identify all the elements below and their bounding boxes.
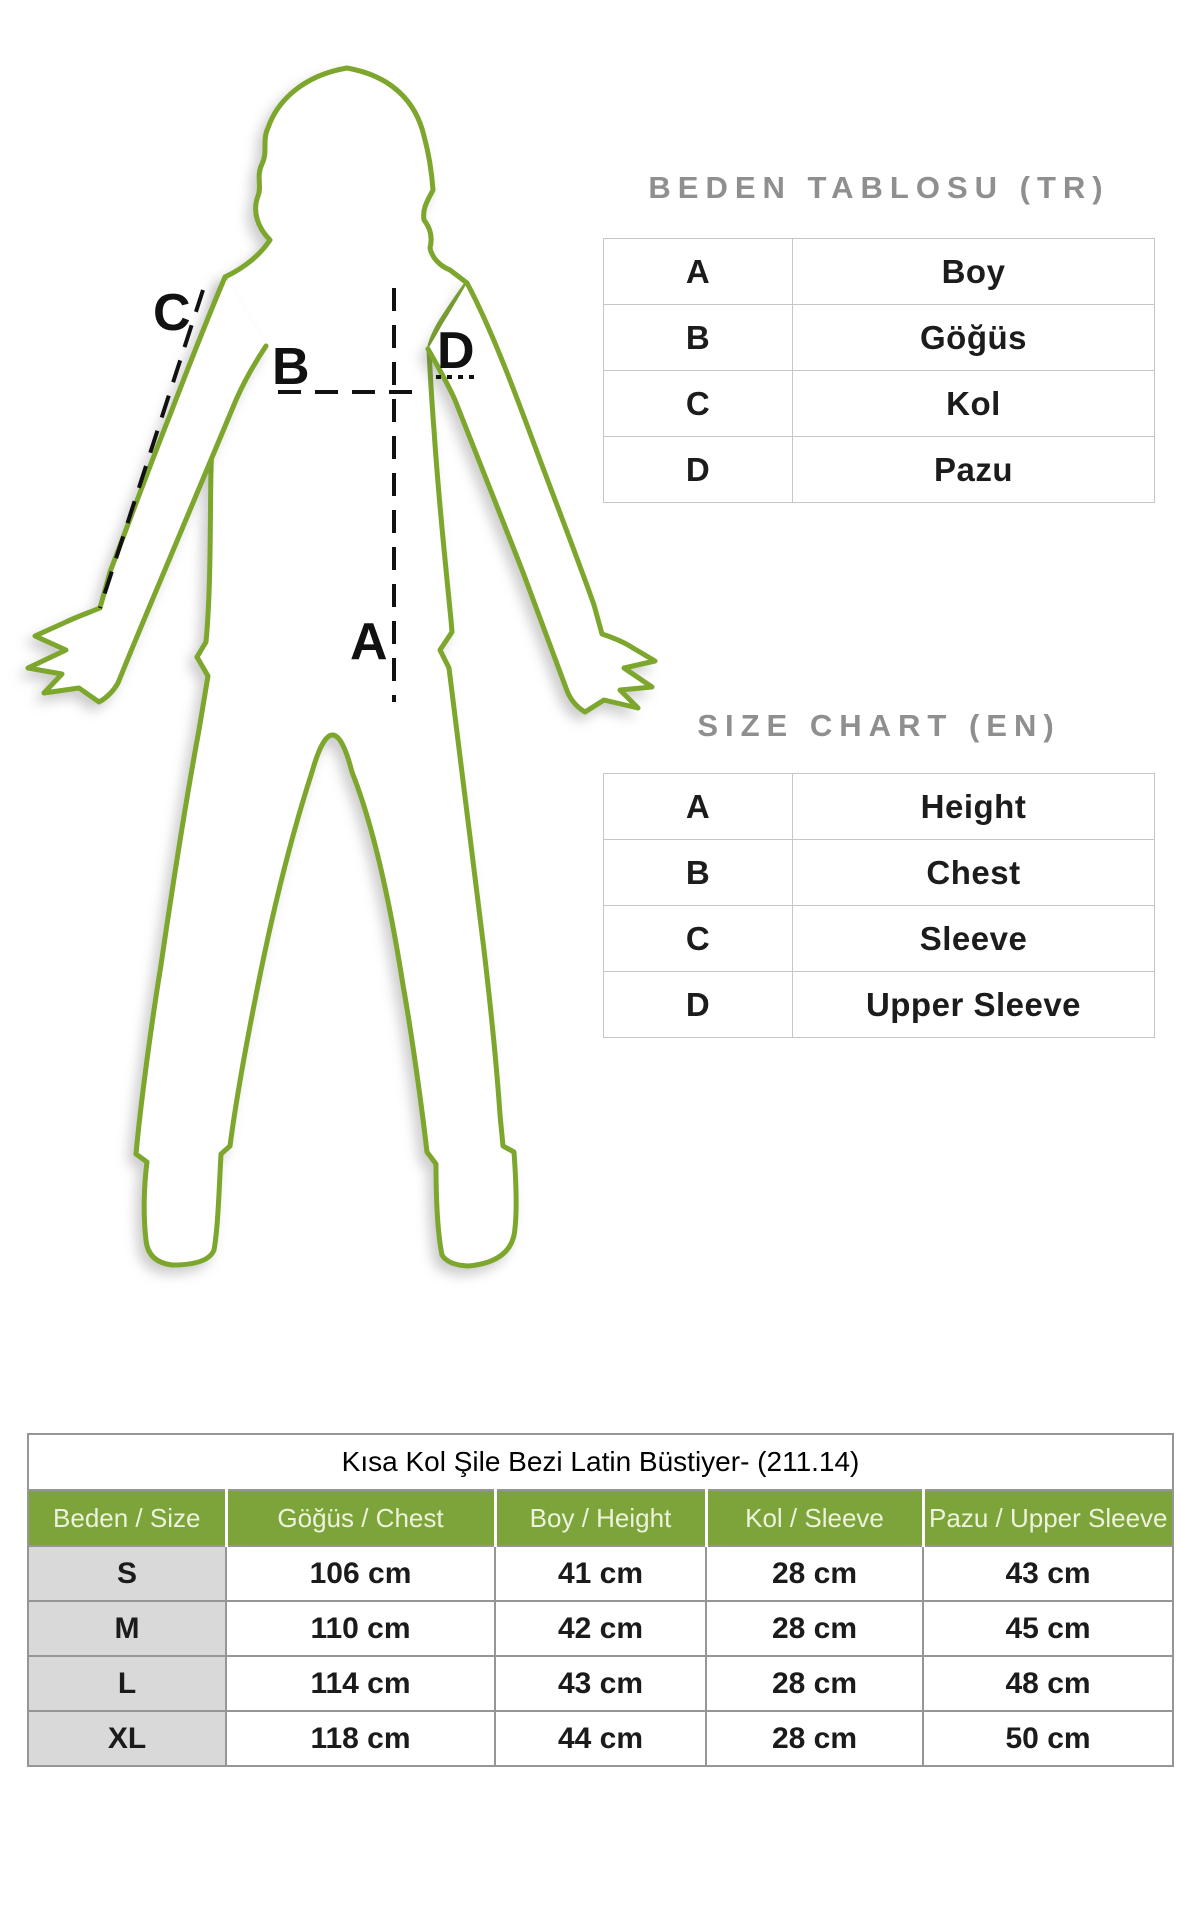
table-row-s bbox=[28, 1546, 1173, 1601]
tr-chart-title: BEDEN TABLOSU (TR) bbox=[648, 170, 1110, 205]
s-upper-sleeve: 43 cm bbox=[923, 1546, 1173, 1601]
m-upper-sleeve: 45 cm bbox=[923, 1601, 1173, 1656]
tr-label-b: Göğüs bbox=[793, 305, 1155, 371]
s-sleeve: 28 cm bbox=[706, 1546, 923, 1601]
figure-body-outline bbox=[136, 68, 516, 1266]
tr-key-b: B bbox=[604, 305, 793, 371]
en-key-b: B bbox=[604, 840, 793, 906]
tr-row-a bbox=[604, 239, 1155, 305]
size-m: M bbox=[28, 1601, 226, 1656]
tr-row-b bbox=[604, 305, 1155, 371]
s-chest: 106 cm bbox=[226, 1546, 495, 1601]
en-label-a: Height bbox=[793, 774, 1155, 840]
tr-key-d: D bbox=[604, 437, 793, 503]
xl-height: 44 cm bbox=[495, 1711, 706, 1766]
product-title-row bbox=[28, 1434, 1173, 1490]
label-c: C bbox=[153, 284, 191, 342]
tr-label-d: Pazu bbox=[793, 437, 1155, 503]
en-row-a bbox=[604, 774, 1155, 840]
xl-chest: 118 cm bbox=[226, 1711, 495, 1766]
table-row-l bbox=[28, 1656, 1173, 1711]
l-upper-sleeve: 48 cm bbox=[923, 1656, 1173, 1711]
tr-key-a: A bbox=[604, 239, 793, 305]
en-label-c: Sleeve bbox=[793, 906, 1155, 972]
l-sleeve: 28 cm bbox=[706, 1656, 923, 1711]
label-d: D bbox=[437, 322, 475, 380]
tr-row-d bbox=[604, 437, 1155, 503]
en-key-a: A bbox=[604, 774, 793, 840]
product-title: Kısa Kol Şile Bezi Latin Büstiyer- (211.14) bbox=[28, 1434, 1173, 1490]
en-row-d bbox=[604, 972, 1155, 1038]
en-row-c bbox=[604, 906, 1155, 972]
header-pazu-upper-sleeve: Pazu / Upper Sleeve bbox=[923, 1490, 1173, 1546]
m-height: 42 cm bbox=[495, 1601, 706, 1656]
size-xl: XL bbox=[28, 1711, 226, 1766]
en-key-c: C bbox=[604, 906, 793, 972]
label-b: B bbox=[272, 338, 310, 396]
en-key-d: D bbox=[604, 972, 793, 1038]
size-l: L bbox=[28, 1656, 226, 1711]
header-kol-sleeve: Kol / Sleeve bbox=[706, 1490, 923, 1546]
table-row-xl bbox=[28, 1711, 1173, 1766]
table-row-m bbox=[28, 1601, 1173, 1656]
product-header-row bbox=[28, 1490, 1173, 1546]
header-boy-height: Boy / Height bbox=[495, 1490, 706, 1546]
en-label-b: Chest bbox=[793, 840, 1155, 906]
figure-svg bbox=[0, 0, 660, 1320]
l-height: 43 cm bbox=[495, 1656, 706, 1711]
m-sleeve: 28 cm bbox=[706, 1601, 923, 1656]
tr-key-c: C bbox=[604, 371, 793, 437]
en-chart-title: SIZE CHART (EN) bbox=[697, 708, 1061, 743]
tr-chart-table bbox=[603, 238, 1155, 503]
label-a: A bbox=[350, 613, 388, 671]
xl-sleeve: 28 cm bbox=[706, 1711, 923, 1766]
tr-row-c bbox=[604, 371, 1155, 437]
header-gogus-chest: Göğüs / Chest bbox=[226, 1490, 495, 1546]
tr-label-a: Boy bbox=[793, 239, 1155, 305]
en-row-b bbox=[604, 840, 1155, 906]
en-chart-table bbox=[603, 773, 1155, 1038]
m-chest: 110 cm bbox=[226, 1601, 495, 1656]
s-height: 41 cm bbox=[495, 1546, 706, 1601]
xl-upper-sleeve: 50 cm bbox=[923, 1711, 1173, 1766]
l-chest: 114 cm bbox=[226, 1656, 495, 1711]
tr-label-c: Kol bbox=[793, 371, 1155, 437]
en-label-d: Upper Sleeve bbox=[793, 972, 1155, 1038]
product-size-table bbox=[27, 1433, 1174, 1767]
size-s: S bbox=[28, 1546, 226, 1601]
body-measurement-figure bbox=[0, 0, 660, 1320]
header-beden-size: Beden / Size bbox=[28, 1490, 226, 1546]
